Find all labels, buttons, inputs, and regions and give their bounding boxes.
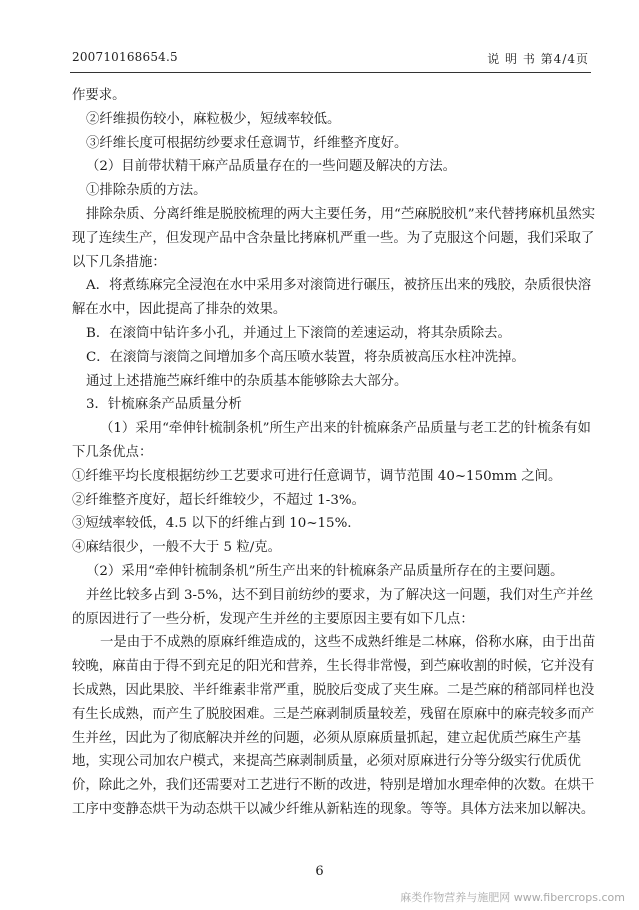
paragraph: （1）采用“牵伸针梳制条机”所生产出来的针梳麻条产品质量与老工艺的针梳条有如下几条优点： bbox=[72, 421, 591, 460]
paragraph: （2）目前带状精干麻产品质量存在的一些问题及解决的方法。 bbox=[86, 159, 457, 175]
paragraph: 一是由于不成熟的原麻纤维造成的，这些不成熟纤维是二林麻，俗称水麻，由于出苗较晚，麻苗由于得不到充足的阳光和营养，生长得非常慢，到苎麻收割的时候，它并没有长成熟，因此果胶、半纤维素非常严重，脱胶后变成了夹生麻。二是苎麻的稍部同样也没有生长成熟，而产生了脱胶困难。三是苎麻剥制质量较差，残留在原麻中的麻壳较多而产生并丝，因此为了彻底解决并丝的问题，必须从原麻质量抓起，建立起优质苎麻生产基地，实现公司加农户模式，来提高苎麻剥制质量，必须对原麻进行分等分级实行优质优价，除此之外，我们还需要对工艺进行不断的改进，特别是增加水理牵伸的次数。在烘干工序中变静态烘干为动态烘干以减少纤维从新粘连的现象。等等。具体方法来加以解决。 bbox=[72, 635, 596, 817]
paragraph: B．在滚筒中钻许多小孔，并通过上下滚筒的差速运动，将其杂质除去。 bbox=[86, 325, 511, 341]
header-rule bbox=[70, 72, 591, 73]
paragraph: （2）采用“牵伸针梳制条机”所生产出来的针梳麻条产品质量所存在的主要问题。 bbox=[86, 563, 564, 579]
paragraph: 作要求。 bbox=[72, 88, 126, 103]
paragraph: A．将煮练麻完全浸泡在水中采用多对滚筒进行碾压，被挤压出来的残胶，杂质很快溶解在水中，因此提高了排杂的效果。 bbox=[72, 278, 592, 318]
paragraph: ④麻结很少，一般不大于 5 粒/克。 bbox=[72, 540, 282, 556]
paragraph: ①排除杂质的方法。 bbox=[86, 183, 207, 199]
header-section-label: 说 明 书 第4/4页 bbox=[487, 52, 589, 66]
page-number: 6 bbox=[315, 864, 324, 879]
watermark: 麻类作物营养与施肥网 www.fibercrops.com bbox=[400, 891, 625, 904]
page-header bbox=[72, 50, 589, 70]
paragraph: C．在滚筒与滚筒之间增加多个高压喷水装置，将杂质被高压水柱冲洗掉。 bbox=[86, 349, 525, 365]
paragraph: 通过上述措施苎麻纤维中的杂质基本能够除去大部分。 bbox=[86, 373, 408, 389]
paragraph: ①纤维平均长度根据纺纱工艺要求可进行任意调节，调节范围 40~150mm 之间。 bbox=[72, 468, 562, 484]
paragraph: ②纤维整齐度好，超长纤维较少，不超过 1-3%。 bbox=[72, 492, 365, 508]
paragraph: 排除杂质、分离纤维是脱胶梳理的两大主要任务，用“苎麻脱胶机”来代替拷麻机虽然实现了连续生产，但发现产品中含杂量比拷麻机严重一些。为了克服这个问题，我们采取了以下几条措施： bbox=[72, 206, 596, 270]
patent-number: 200710168654.5 bbox=[72, 50, 178, 64]
document-body bbox=[72, 84, 602, 822]
paragraph: 3．针梳麻条产品质量分析 bbox=[86, 397, 242, 413]
paragraph: 并丝比较多占到 3-5%，达不到目前纺纱的要求，为了解决这一问题，我们对生产并丝的原因进行了一些分析，发现产生并丝的主要原因主要有如下几点： bbox=[72, 587, 594, 627]
paragraph: ②纤维损伤较小，麻粒极少，短绒率较低。 bbox=[86, 111, 341, 127]
paragraph: ③短绒率较低，4.5 以下的纤维占到 10~15%. bbox=[72, 516, 352, 532]
paragraph: ③纤维长度可根据纺纱要求任意调节，纤维整齐度好。 bbox=[86, 135, 408, 151]
